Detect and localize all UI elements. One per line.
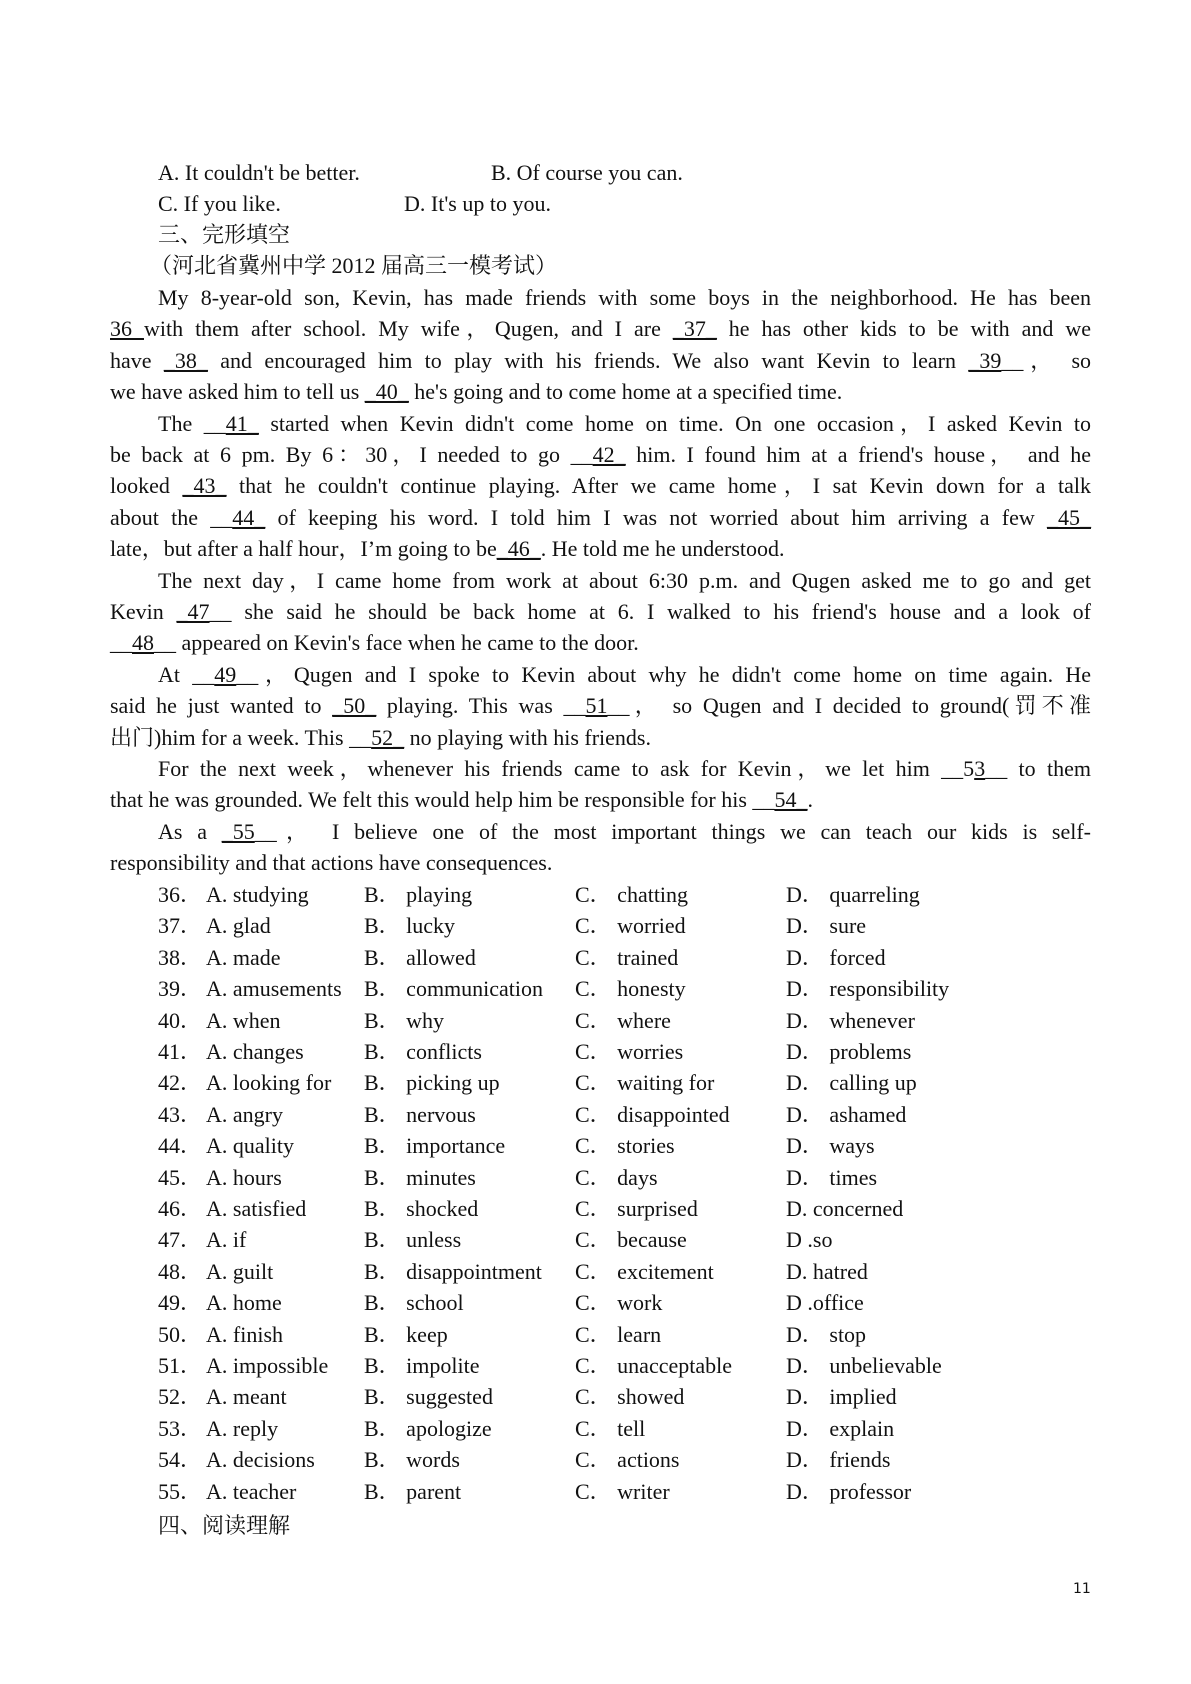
- option-c: C． because: [575, 1227, 687, 1253]
- option-d: D .so: [786, 1227, 833, 1253]
- blank: 41_: [225, 410, 259, 436]
- passage-line: [110, 533, 1091, 565]
- question-number: 53．: [158, 1415, 203, 1441]
- option-a: A. if: [206, 1227, 247, 1253]
- option-a: A. studying: [206, 882, 309, 907]
- option-d: D． implied: [786, 1384, 897, 1410]
- passage-text: Kevin: [110, 599, 177, 624]
- passage-line: [110, 690, 1091, 722]
- option-a: A. hours: [206, 1164, 282, 1190]
- passage-text: looked: [110, 473, 183, 499]
- option-a: A. quality: [206, 1133, 294, 1159]
- question-number: 49．: [158, 1290, 203, 1316]
- option-d: D． professor: [786, 1478, 912, 1504]
- question-number: 52．: [158, 1384, 203, 1410]
- passage-text: playing. This was __: [376, 693, 586, 719]
- option-d: D． stop: [786, 1321, 867, 1347]
- option-c: C． honesty: [575, 976, 686, 1002]
- option-b: B． school: [364, 1290, 464, 1316]
- option-c: C． disappointed: [575, 1101, 730, 1127]
- blank: 48: [132, 630, 154, 656]
- passage-text: My 8-year-old son, Kevin, has made friends with some boys in the neighborhood. He has been: [158, 285, 1091, 310]
- blank: _43_: [182, 473, 227, 499]
- passage-text: started when Kevin didn't come home on time. On one occasion，I asked Kevin to: [258, 410, 1091, 436]
- passage-text: he has other kids to be with and we: [716, 316, 1092, 342]
- option-c: C． actions: [575, 1447, 680, 1473]
- option-a: A. amusements: [206, 976, 342, 1002]
- question-number: 40．: [158, 1007, 203, 1033]
- blank: _45_: [1047, 504, 1091, 530]
- question-number: 41．: [158, 1039, 203, 1064]
- option-a: A. changes: [206, 1039, 304, 1064]
- blank: 36: [110, 316, 144, 342]
- section-heading-reading: 四、阅读理解: [158, 1513, 291, 1538]
- blank: _40_: [364, 379, 409, 405]
- option-b: B． nervous: [364, 1101, 476, 1127]
- blank: 3: [974, 756, 986, 781]
- passage-text: we have asked him to tell us: [110, 379, 365, 405]
- option-a: A. impossible: [206, 1353, 329, 1378]
- option-d: D． unbelievable: [786, 1353, 942, 1378]
- blank: _50_: [332, 693, 377, 719]
- passage-text: he's going and to come home at a specified time.: [408, 379, 843, 405]
- option-d: D． responsibility: [786, 976, 950, 1002]
- passage-line: [110, 596, 1091, 628]
- passage-line: [158, 753, 1091, 785]
- passage-line: [110, 784, 1091, 816]
- option-d: D． ways: [786, 1133, 875, 1159]
- passage-line: [158, 816, 1091, 848]
- option-b: B． impolite: [364, 1353, 480, 1378]
- passage-text: __，Qugen and I spoke to Kevin about why he didn't come home on time again. He: [236, 661, 1091, 687]
- passage-text: At __: [158, 661, 215, 687]
- option-b: B． playing: [364, 882, 473, 907]
- option-c: C． writer: [575, 1478, 670, 1504]
- option-c: C． unacceptable: [575, 1353, 732, 1378]
- option-c: C． worried: [575, 913, 686, 939]
- passage-line: [110, 470, 1091, 502]
- passage-text: __， I believe one of the most important things we can teach our kids is self-: [254, 818, 1092, 844]
- passage-text: late，but after a half hour，I’m going to be: [110, 536, 497, 562]
- question-number: 46．: [158, 1196, 203, 1221]
- question-number: 51．: [158, 1353, 203, 1378]
- option-c: C． surprised: [575, 1196, 698, 1221]
- page-number: 11: [1073, 1581, 1091, 1597]
- question-number: 39．: [158, 976, 203, 1002]
- option-a: A. satisfied: [206, 1196, 307, 1221]
- passage-text: with them after school. My wife，Qugen, and I are: [143, 316, 673, 342]
- passage-line: [158, 282, 1091, 314]
- option-d: D． forced: [786, 944, 886, 970]
- option-a: A. finish: [206, 1321, 283, 1347]
- blank: 44_: [232, 504, 266, 530]
- option-d: D． ashamed: [786, 1101, 907, 1127]
- option-a: A. decisions: [206, 1447, 315, 1473]
- passage-text: __， so: [1001, 347, 1092, 373]
- option-c: C． showed: [575, 1384, 685, 1410]
- passage-line: [110, 627, 1091, 659]
- option-b: B． picking up: [364, 1070, 500, 1096]
- question-number: 38．: [158, 944, 203, 970]
- passage-text: __ appeared on Kevin's face when he came to the door.: [154, 630, 639, 656]
- exam-source: （河北省冀州中学 2012 届高三一模考试）: [150, 253, 558, 278]
- option-d: D. concerned: [786, 1196, 904, 1221]
- passage-text: __ she said he should be back home at 6. I walked to his friend's house and a look of: [209, 599, 1091, 624]
- option-d: D． friends: [786, 1447, 891, 1473]
- blank: 51: [585, 693, 608, 719]
- option-b: B． minutes: [364, 1164, 476, 1190]
- passage-text: of keeping his word. I told him I was not worried about him arriving a few: [265, 504, 1047, 530]
- option-d: D .office: [786, 1290, 864, 1316]
- passage-text: .: [807, 787, 813, 813]
- passage-text: and encouraged him to play with his friends. We also want Kevin to learn: [207, 347, 969, 373]
- option-b: B． lucky: [364, 913, 456, 939]
- passage-line: [110, 439, 1091, 471]
- passage-line: [110, 313, 1091, 345]
- option-c: C． tell: [575, 1415, 646, 1441]
- option-a: A. reply: [206, 1415, 279, 1441]
- question-number: 36．: [158, 882, 203, 907]
- option-b: B． keep: [364, 1321, 448, 1347]
- option-c: C． learn: [575, 1321, 662, 1347]
- option-c: C． chatting: [575, 882, 689, 907]
- blank: 54_: [774, 787, 808, 813]
- option-b: B． importance: [364, 1133, 506, 1159]
- option-d: D． sure: [786, 913, 867, 939]
- option-b: B． words: [364, 1447, 460, 1473]
- question-number: 42．: [158, 1070, 203, 1096]
- option-d: D. hatred: [786, 1258, 868, 1284]
- passage-text: 出门)him for a week. This __: [110, 724, 372, 750]
- question-number: 47．: [158, 1227, 203, 1253]
- option-c: C． waiting for: [575, 1070, 715, 1096]
- option-d: D． quarreling: [786, 882, 920, 907]
- option-a: A. looking for: [206, 1070, 332, 1096]
- passage-text: For the next week，whenever his friends came to ask for Kevin，we let him __5: [158, 756, 975, 781]
- passage-line: [110, 847, 1091, 879]
- option-b: B． communication: [364, 976, 544, 1002]
- option-c: C． stories: [575, 1133, 675, 1159]
- blank: _39: [968, 347, 1002, 373]
- passage-line: [158, 659, 1091, 691]
- option-a: A. when: [206, 1007, 281, 1033]
- prev-option-d: D. It's up to you.: [404, 191, 551, 216]
- passage-text: __: [110, 630, 132, 656]
- passage-text: no playing with his friends.: [404, 724, 651, 750]
- option-d: D． times: [786, 1164, 878, 1190]
- prev-option-b: B. Of course you can.: [491, 160, 683, 185]
- blank: _47: [176, 599, 210, 624]
- passage-line: [158, 408, 1091, 440]
- option-b: B． disappointment: [364, 1258, 542, 1284]
- option-d: D． problems: [786, 1039, 912, 1064]
- blank: _46_: [496, 536, 541, 562]
- option-c: C． worries: [575, 1039, 684, 1064]
- question-number: 43．: [158, 1101, 203, 1127]
- passage-text: that he was grounded. We felt this would help him be responsible for his __: [110, 787, 775, 813]
- question-number: 45．: [158, 1164, 203, 1190]
- passage-text: The next day，I came home from work at about 6:30 p.m. and Qugen asked me to go and get: [158, 567, 1091, 593]
- question-number: 55．: [158, 1478, 203, 1504]
- prev-option-c: C. If you like.: [158, 191, 281, 216]
- passage-text: The __: [158, 410, 226, 436]
- passage-text: said he just wanted to: [110, 693, 333, 719]
- option-b: B． allowed: [364, 944, 476, 970]
- question-number: 50．: [158, 1321, 203, 1347]
- option-d: D． calling up: [786, 1070, 917, 1096]
- option-b: B． suggested: [364, 1384, 493, 1410]
- option-b: B． why: [364, 1007, 445, 1033]
- section-heading-cloze: 三、完形填空: [158, 222, 291, 247]
- option-b: B． shocked: [364, 1196, 479, 1221]
- option-a: A. glad: [206, 913, 271, 939]
- passage-text: him. I found him at a friend's house， and he: [625, 442, 1091, 467]
- passage-text: be back at 6 pm. By 6：30，I needed to go __: [110, 442, 593, 467]
- option-c: C． trained: [575, 944, 679, 970]
- option-b: B． unless: [364, 1227, 462, 1253]
- passage-line: [110, 376, 1091, 408]
- passage-line: [110, 345, 1091, 377]
- option-c: C． days: [575, 1164, 658, 1190]
- passage-text: . He told me he understood.: [540, 536, 785, 562]
- question-number: 37．: [158, 913, 203, 939]
- option-a: A. made: [206, 944, 281, 970]
- passage-line: [110, 502, 1091, 534]
- passage-text: __， so Qugen and I decided to ground(罚不准: [607, 693, 1092, 719]
- option-a: A. angry: [206, 1101, 283, 1127]
- option-b: B． parent: [364, 1478, 462, 1504]
- blank: _38_: [163, 347, 208, 373]
- blank: 52_: [371, 724, 405, 750]
- blank: _55: [221, 818, 255, 844]
- blank: 49: [214, 661, 237, 687]
- question-number: 44．: [158, 1133, 203, 1159]
- question-number: 54．: [158, 1447, 203, 1473]
- option-d: D． explain: [786, 1415, 895, 1441]
- blank: 42_: [592, 442, 626, 467]
- passage-text: have: [110, 347, 164, 373]
- option-d: D． whenever: [786, 1007, 915, 1033]
- option-b: B． apologize: [364, 1415, 492, 1441]
- option-a: A. home: [206, 1290, 282, 1316]
- passage-text: that he couldn't continue playing. After we came home，I sat Kevin down for a talk: [226, 473, 1091, 499]
- option-a: A. guilt: [206, 1258, 274, 1284]
- option-c: C． excitement: [575, 1258, 714, 1284]
- option-b: B． conflicts: [364, 1039, 482, 1064]
- option-c: C． work: [575, 1290, 663, 1316]
- blank: _37_: [672, 316, 717, 342]
- passage-text: responsibility and that actions have consequences.: [110, 850, 553, 876]
- passage-line: [158, 565, 1091, 597]
- passage-text: As a: [158, 818, 222, 844]
- prev-option-a: A. It couldn't be better.: [158, 160, 360, 185]
- option-c: C． where: [575, 1007, 671, 1033]
- question-number: 48．: [158, 1258, 203, 1284]
- option-a: A. meant: [206, 1384, 287, 1410]
- option-a: A. teacher: [206, 1478, 297, 1504]
- passage-text: about the __: [110, 504, 233, 530]
- passage-line: [110, 722, 1091, 754]
- passage-text: __ to them: [985, 756, 1091, 781]
